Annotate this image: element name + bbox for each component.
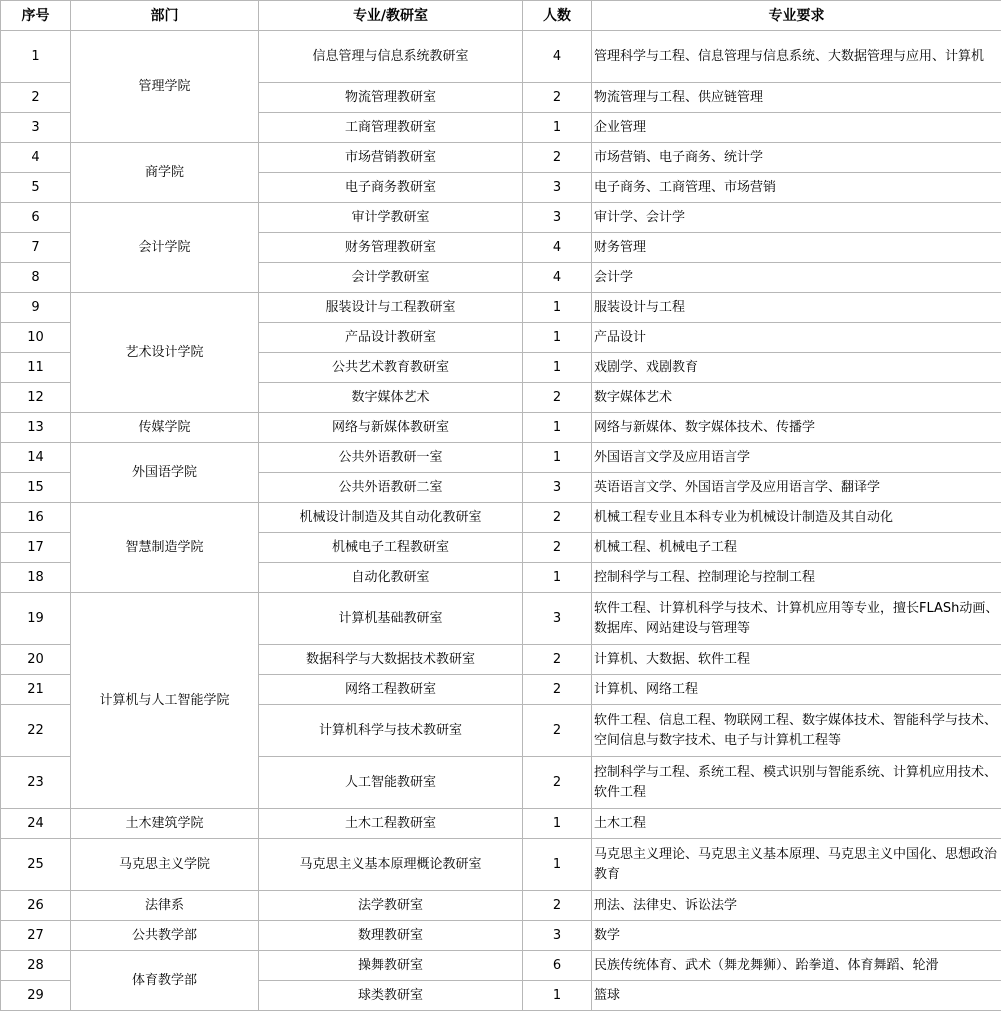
row-count: 2 <box>523 83 592 113</box>
row-no: 27 <box>1 921 71 951</box>
row-req: 市场营销、电子商务、统计学 <box>592 143 1001 173</box>
row-count: 2 <box>523 675 592 705</box>
row-count: 1 <box>523 981 592 1011</box>
row-dept: 法律系 <box>71 891 259 921</box>
row-req: 服装设计与工程 <box>592 293 1001 323</box>
row-req: 数字媒体艺术 <box>592 383 1001 413</box>
row-req: 土木工程 <box>592 809 1001 839</box>
table-row <box>1 503 1001 533</box>
table-row <box>1 839 1001 891</box>
row-no: 23 <box>1 757 71 809</box>
row-no: 17 <box>1 533 71 563</box>
row-no: 19 <box>1 593 71 645</box>
header-row <box>1 1 1001 31</box>
row-count: 4 <box>523 31 592 83</box>
row-no: 20 <box>1 645 71 675</box>
row-req: 计算机、大数据、软件工程 <box>592 645 1001 675</box>
table-row <box>1 593 1001 645</box>
row-no: 16 <box>1 503 71 533</box>
row-count: 1 <box>523 353 592 383</box>
header-room: 专业/教研室 <box>259 1 523 31</box>
row-count: 6 <box>523 951 592 981</box>
row-room: 公共外语教研一室 <box>259 443 523 473</box>
row-dept: 公共教学部 <box>71 921 259 951</box>
row-req: 计算机、网络工程 <box>592 675 1001 705</box>
row-req: 外国语言文学及应用语言学 <box>592 443 1001 473</box>
row-dept: 传媒学院 <box>71 413 259 443</box>
row-count: 2 <box>523 757 592 809</box>
row-count: 3 <box>523 473 592 503</box>
row-req: 数学 <box>592 921 1001 951</box>
row-no: 13 <box>1 413 71 443</box>
table-row <box>1 413 1001 443</box>
table-row <box>1 31 1001 83</box>
row-count: 1 <box>523 809 592 839</box>
row-room: 机械电子工程教研室 <box>259 533 523 563</box>
row-room: 自动化教研室 <box>259 563 523 593</box>
row-no: 25 <box>1 839 71 891</box>
row-room: 审计学教研室 <box>259 203 523 233</box>
row-room: 球类教研室 <box>259 981 523 1011</box>
row-no: 9 <box>1 293 71 323</box>
table-row <box>1 951 1001 981</box>
row-count: 2 <box>523 533 592 563</box>
row-room: 计算机基础教研室 <box>259 593 523 645</box>
row-req: 审计学、会计学 <box>592 203 1001 233</box>
row-room: 网络工程教研室 <box>259 675 523 705</box>
row-count: 1 <box>523 293 592 323</box>
row-room: 数字媒体艺术 <box>259 383 523 413</box>
row-room: 马克思主义基本原理概论教研室 <box>259 839 523 891</box>
row-dept: 商学院 <box>71 143 259 203</box>
row-count: 3 <box>523 921 592 951</box>
row-room: 产品设计教研室 <box>259 323 523 353</box>
table-header <box>1 1 1001 31</box>
row-count: 2 <box>523 503 592 533</box>
row-req: 机械工程专业且本科专业为机械设计制造及其自动化 <box>592 503 1001 533</box>
header-dept: 部门 <box>71 1 259 31</box>
row-no: 14 <box>1 443 71 473</box>
row-req: 控制科学与工程、系统工程、模式识别与智能系统、计算机应用技术、软件工程 <box>592 757 1001 809</box>
row-room: 物流管理教研室 <box>259 83 523 113</box>
row-count: 1 <box>523 323 592 353</box>
row-room: 会计学教研室 <box>259 263 523 293</box>
row-count: 3 <box>523 593 592 645</box>
row-room: 公共外语教研二室 <box>259 473 523 503</box>
row-dept: 计算机与人工智能学院 <box>71 593 259 809</box>
row-room: 网络与新媒体教研室 <box>259 413 523 443</box>
row-req: 篮球 <box>592 981 1001 1011</box>
row-req: 刑法、法律史、诉讼法学 <box>592 891 1001 921</box>
row-no: 11 <box>1 353 71 383</box>
row-no: 5 <box>1 173 71 203</box>
row-req: 电子商务、工商管理、市场营销 <box>592 173 1001 203</box>
row-count: 2 <box>523 705 592 757</box>
row-req: 英语语言文学、外国语言学及应用语言学、翻译学 <box>592 473 1001 503</box>
row-req: 控制科学与工程、控制理论与控制工程 <box>592 563 1001 593</box>
row-count: 3 <box>523 203 592 233</box>
header-req: 专业要求 <box>592 1 1001 31</box>
header-count: 人数 <box>523 1 592 31</box>
row-no: 15 <box>1 473 71 503</box>
row-room: 服装设计与工程教研室 <box>259 293 523 323</box>
row-req: 软件工程、计算机科学与技术、计算机应用等专业，擅长FLASh动画、数据库、网站建设与管理等 <box>592 593 1001 645</box>
row-dept: 土木建筑学院 <box>71 809 259 839</box>
row-req: 管理科学与工程、信息管理与信息系统、大数据管理与应用、计算机 <box>592 31 1001 83</box>
row-no: 12 <box>1 383 71 413</box>
row-dept: 马克思主义学院 <box>71 839 259 891</box>
table-row <box>1 891 1001 921</box>
row-room: 市场营销教研室 <box>259 143 523 173</box>
row-no: 6 <box>1 203 71 233</box>
row-req: 马克思主义理论、马克思主义基本原理、马克思主义中国化、思想政治教育 <box>592 839 1001 891</box>
row-count: 1 <box>523 413 592 443</box>
table-row <box>1 293 1001 323</box>
row-req: 网络与新媒体、数字媒体技术、传播学 <box>592 413 1001 443</box>
table-row <box>1 443 1001 473</box>
row-count: 1 <box>523 113 592 143</box>
row-no: 10 <box>1 323 71 353</box>
row-no: 22 <box>1 705 71 757</box>
row-req: 机械工程、机械电子工程 <box>592 533 1001 563</box>
header-no: 序号 <box>1 1 71 31</box>
table-row <box>1 809 1001 839</box>
row-req: 戏剧学、戏剧教育 <box>592 353 1001 383</box>
row-no: 2 <box>1 83 71 113</box>
row-dept: 艺术设计学院 <box>71 293 259 413</box>
row-dept: 外国语学院 <box>71 443 259 503</box>
row-room: 数理教研室 <box>259 921 523 951</box>
row-no: 21 <box>1 675 71 705</box>
row-dept: 智慧制造学院 <box>71 503 259 593</box>
row-room: 工商管理教研室 <box>259 113 523 143</box>
row-count: 1 <box>523 563 592 593</box>
row-room: 土木工程教研室 <box>259 809 523 839</box>
row-req: 企业管理 <box>592 113 1001 143</box>
row-count: 2 <box>523 891 592 921</box>
row-no: 29 <box>1 981 71 1011</box>
row-no: 7 <box>1 233 71 263</box>
row-room: 财务管理教研室 <box>259 233 523 263</box>
row-req: 产品设计 <box>592 323 1001 353</box>
row-no: 28 <box>1 951 71 981</box>
row-count: 2 <box>523 383 592 413</box>
table-body <box>1 31 1001 1011</box>
row-room: 信息管理与信息系统教研室 <box>259 31 523 83</box>
row-room: 机械设计制造及其自动化教研室 <box>259 503 523 533</box>
row-room: 计算机科学与技术教研室 <box>259 705 523 757</box>
row-room: 人工智能教研室 <box>259 757 523 809</box>
row-dept: 会计学院 <box>71 203 259 293</box>
row-count: 2 <box>523 645 592 675</box>
row-dept: 管理学院 <box>71 31 259 143</box>
row-room: 法学教研室 <box>259 891 523 921</box>
row-no: 1 <box>1 31 71 83</box>
table-row <box>1 203 1001 233</box>
row-no: 3 <box>1 113 71 143</box>
table-row <box>1 143 1001 173</box>
row-req: 民族传统体育、武术（舞龙舞狮）、跆拳道、体育舞蹈、轮滑 <box>592 951 1001 981</box>
row-no: 18 <box>1 563 71 593</box>
row-room: 操舞教研室 <box>259 951 523 981</box>
row-req: 物流管理与工程、供应链管理 <box>592 83 1001 113</box>
row-no: 24 <box>1 809 71 839</box>
row-count: 1 <box>523 443 592 473</box>
row-req: 软件工程、信息工程、物联网工程、数字媒体技术、智能科学与技术、空间信息与数字技术、电子与计算机工程等 <box>592 705 1001 757</box>
row-count: 2 <box>523 143 592 173</box>
row-no: 4 <box>1 143 71 173</box>
row-room: 公共艺术教育教研室 <box>259 353 523 383</box>
row-count: 4 <box>523 263 592 293</box>
row-count: 1 <box>523 839 592 891</box>
row-req: 会计学 <box>592 263 1001 293</box>
row-no: 8 <box>1 263 71 293</box>
row-room: 数据科学与大数据技术教研室 <box>259 645 523 675</box>
row-count: 4 <box>523 233 592 263</box>
row-req: 财务管理 <box>592 233 1001 263</box>
row-room: 电子商务教研室 <box>259 173 523 203</box>
table-row <box>1 921 1001 951</box>
row-count: 3 <box>523 173 592 203</box>
row-dept: 体育教学部 <box>71 951 259 1011</box>
row-no: 26 <box>1 891 71 921</box>
